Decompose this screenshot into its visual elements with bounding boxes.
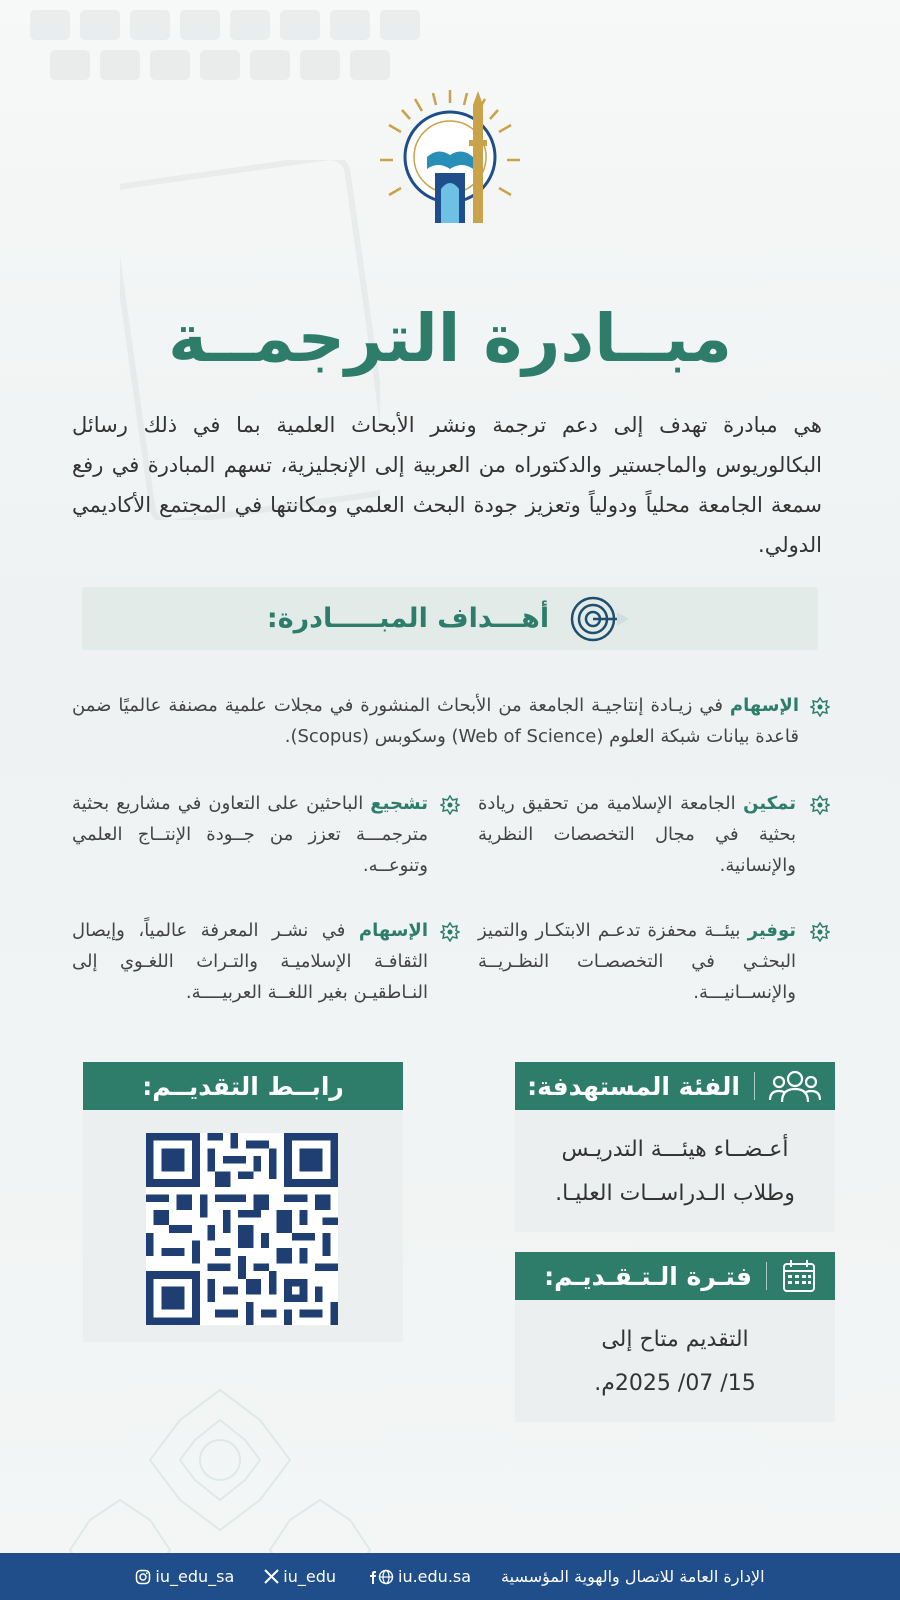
goal-text: بيئــة محفزة تدعـم الابتكـار والتميز البحثـي في التخصصـات النظـريــة والإنســانيـــة. xyxy=(478,920,796,1003)
bullet-icon xyxy=(810,697,830,717)
target-audience-line-2: وطلاب الـدراســات العليـا. xyxy=(555,1181,795,1206)
calendar-icon xyxy=(781,1258,817,1294)
x-handle: iu_edu xyxy=(283,1567,336,1586)
goals-heading-text: أهـــداف المبـــــادرة: xyxy=(266,603,550,634)
application-qr-code[interactable] xyxy=(146,1133,338,1325)
bullet-icon xyxy=(810,795,830,815)
target-audience-body xyxy=(515,1110,835,1232)
instagram-handle: iu_edu_sa xyxy=(155,1567,235,1586)
footer-x[interactable] xyxy=(264,1567,336,1586)
target-audience-header xyxy=(515,1062,835,1110)
intro-paragraph: هي مبادرة تهدف إلى دعم ترجمة ونشر الأبحاث العلمية بما في ذلك رسائل البكالوريوس والماجستير والدكتوراه من العربية إلى الإنجليزية، تسهم المبادرة في رفع سمعة الجامعة محلياً ودولياً وتعزيز جودة البحث العلمي ومكانتها في المجتمع الأكاديمي الدولي. xyxy=(72,413,822,557)
application-link-heading: رابــط التقديــم: xyxy=(142,1071,344,1101)
university-logo xyxy=(375,85,525,235)
target-audience-line-1: أعـضــاء هيئـــة التدريـس xyxy=(561,1137,789,1162)
goal-text: الجامعة الإسلامية من تحقيق ريادة بحثية في مجال التخصصات النظرية والإنسانية. xyxy=(478,793,796,876)
bullet-icon xyxy=(440,922,460,942)
application-period-header xyxy=(515,1252,835,1300)
footer-bar xyxy=(0,1553,900,1600)
footer-website[interactable] xyxy=(366,1567,471,1586)
target-icon xyxy=(569,594,633,644)
application-period-body xyxy=(515,1300,835,1422)
goal-item xyxy=(478,915,796,1008)
header-divider xyxy=(754,1072,755,1100)
target-audience-heading: الفئة المستهدفة: xyxy=(527,1071,740,1101)
goal-item xyxy=(72,690,799,752)
goal-item xyxy=(72,788,428,881)
goal-highlight: تمكين xyxy=(743,793,796,814)
x-logo-icon xyxy=(264,1569,279,1584)
goal-text: في نشـر المعرفة عالمياً، وإيصال الثقافـة الإسلاميـة والتـراث اللغـوي إلى النـاطقيـن بغير اللغــة العربيــــة. xyxy=(72,920,428,1003)
goal-text: الباحثين على التعاون في مشاريع بحثية مترجمـــة تعزز من جــودة الإنتــاج العلمي وتنوعــه. xyxy=(72,793,428,876)
people-icon xyxy=(769,1068,821,1104)
goal-highlight: الإسهام xyxy=(729,695,799,716)
header-divider xyxy=(766,1262,767,1290)
goal-highlight: تشجيع xyxy=(370,793,428,814)
goal-highlight: الإسهام xyxy=(358,920,428,941)
goal-text: في زيـادة إنتاجيـة الجامعة من الأبحاث المنشورة في مجلات علمية مصنفة عالميًا ضمن قاعدة بيانات شبكة العلوم (Web of Science) وسكوبس (Scopus). xyxy=(72,695,799,747)
goal-item xyxy=(478,788,796,881)
bullet-icon xyxy=(810,922,830,942)
page-title: مبــادرة الترجمــة xyxy=(168,300,732,377)
background-islamic-pattern xyxy=(60,1380,380,1580)
application-period-date: 15/ 07/ 2025م. xyxy=(594,1371,756,1396)
footer-instagram[interactable] xyxy=(135,1567,234,1586)
goal-item xyxy=(72,915,428,1008)
footer-department: الإدارة العامة للاتصال والهوية المؤسسية xyxy=(501,1567,765,1586)
application-period-heading: فتـرة الـتـقـديـم: xyxy=(544,1261,752,1291)
application-period-line-1: التقديم متاح إلى xyxy=(601,1327,749,1352)
facebook-globe-icon xyxy=(366,1569,394,1585)
instagram-icon xyxy=(135,1569,151,1585)
bullet-icon xyxy=(440,795,460,815)
goals-heading xyxy=(82,587,818,650)
website-url: iu.edu.sa xyxy=(398,1567,472,1586)
goal-highlight: توفير xyxy=(747,920,796,941)
application-link-header xyxy=(83,1062,403,1110)
